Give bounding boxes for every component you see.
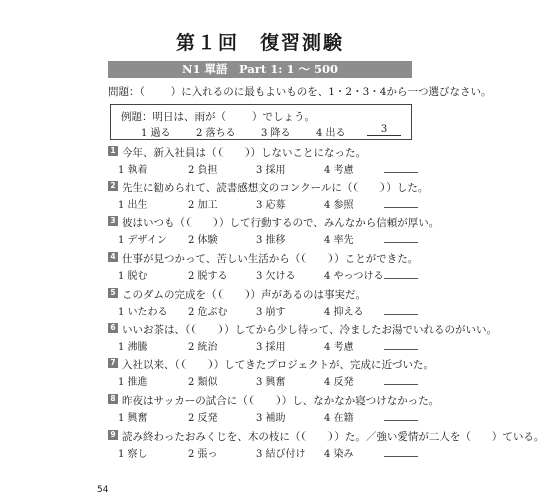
question	[108, 145, 408, 179]
choice-3: 3 補助	[256, 413, 286, 424]
question-text: このダムの完成を（ ）声があるのは事実だ。	[122, 289, 366, 301]
question-choices	[118, 445, 378, 460]
question-choices	[118, 338, 378, 353]
question-number: 4	[108, 252, 118, 262]
page-title: 第１回 復習測験	[175, 32, 344, 54]
choice-2: 2 体験	[188, 235, 218, 246]
choice-1: 1 デザイン	[118, 235, 167, 246]
question-text: 入社以来、（ ）してきたプロジェクトが、完成に近づいた。	[122, 359, 435, 371]
example-after: ）でしょう。	[252, 111, 315, 123]
question-choices	[118, 267, 384, 282]
question	[108, 357, 435, 391]
question-number: 3	[108, 216, 118, 226]
example-choices	[141, 124, 361, 139]
page-number: 54	[97, 485, 109, 495]
choice-4: 4 参照	[324, 200, 354, 211]
example-before: 例題：明日は、雨が（	[121, 111, 226, 123]
choice-3: 3 崩す	[256, 307, 286, 318]
example-box	[110, 104, 412, 140]
choice-2: 2 類似	[188, 377, 218, 388]
choice-3: 3 採用	[256, 165, 286, 176]
question-choices	[118, 409, 378, 424]
choice-3: 3 採用	[256, 342, 286, 353]
question	[108, 393, 440, 427]
question-number: 8	[108, 394, 118, 404]
choice-1: 1 興奮	[118, 413, 148, 424]
choice-2: 2 脱する	[188, 271, 228, 282]
instruction-prefix: 問題：（	[108, 86, 145, 98]
choice-3: 3 応募	[256, 200, 286, 211]
example-answer: 3	[367, 124, 401, 136]
choice-3: 3 推移	[256, 235, 286, 246]
question-choices	[118, 161, 378, 176]
question-number: 7	[108, 358, 118, 368]
question	[108, 215, 440, 249]
choice-2: 2 統治	[188, 342, 218, 353]
question-text: 今年、新入社員は（ ）しないことになった。	[122, 147, 366, 159]
choice-4: 4 反発	[324, 377, 354, 388]
answer-line[interactable]	[384, 384, 418, 385]
example-choice-2: 2 落ちる	[196, 128, 236, 139]
question-text: 彼はいつも（ ）して行動するので、みんなから信頼が厚い。	[122, 217, 440, 229]
choice-1: 1 出生	[118, 200, 148, 211]
choice-1: 1 察し	[118, 449, 148, 460]
choice-2: 2 加工	[188, 200, 218, 211]
question-text: いいお茶は、（ ）してから少し待って、冷ましたお湯でいれるのがいい。	[122, 324, 498, 336]
answer-line[interactable]	[384, 172, 418, 173]
section-header: N1 單語 Part 1: 1 〜 500	[108, 61, 412, 78]
question-number: 9	[108, 430, 118, 440]
question-choices	[118, 303, 378, 318]
question-number: 6	[108, 323, 118, 333]
answer-line[interactable]	[384, 314, 418, 315]
choice-4: 4 率先	[324, 235, 354, 246]
question	[108, 251, 419, 285]
question-number: 1	[108, 146, 118, 156]
choice-1: 1 沸騰	[118, 342, 148, 353]
choice-3: 3 結び付け	[256, 449, 306, 460]
choice-1: 1 推進	[118, 377, 148, 388]
example-choice-4: 4 出る	[316, 128, 346, 139]
choice-1: 1 執着	[118, 165, 148, 176]
choice-4: 4 染み	[324, 449, 354, 460]
question-text: 仕事が見つかって、苦しい生活から（ ）ことができた。	[122, 253, 419, 265]
choice-2: 2 反発	[188, 413, 218, 424]
answer-line[interactable]	[384, 207, 418, 208]
example-choice-3: 3 降る	[261, 128, 291, 139]
instruction	[108, 85, 492, 100]
question-text: 先生に勧められて、読書感想文のコンクールに（ ）した。	[122, 182, 429, 194]
choice-4: 4 抑える	[324, 307, 364, 318]
question	[108, 287, 408, 321]
choice-3: 3 欠ける	[256, 271, 296, 282]
choice-2: 2 危ぶむ	[188, 307, 228, 318]
answer-line[interactable]	[384, 420, 418, 421]
choice-4: 4 考慮	[324, 342, 354, 353]
answer-line[interactable]	[384, 349, 418, 350]
answer-line[interactable]	[384, 242, 418, 243]
choice-2: 2 負担	[188, 165, 218, 176]
question	[108, 180, 429, 214]
question-choices	[118, 373, 378, 388]
question-number: 2	[108, 181, 118, 191]
example-sentence	[121, 109, 315, 124]
choice-4: 4 考慮	[324, 165, 354, 176]
answer-line[interactable]	[384, 278, 418, 279]
example-choice-1: 1 過る	[141, 128, 171, 139]
question-text: 読み終わったおみくじを、木の枝に（ ）た。／強い愛情が二人を（ ）ている。	[122, 431, 544, 443]
instruction-suffix: ）に入れるのに最もよいものを、1・2・3・4から一つ選びなさい。	[170, 86, 492, 98]
question	[108, 429, 544, 463]
question-text: 昨夜はサッカーの試合に（ ）し、なかなか寝つけなかった。	[122, 395, 440, 407]
question-choices	[118, 231, 378, 246]
choice-2: 2 張っ	[188, 449, 218, 460]
question-choices	[118, 196, 378, 211]
question	[108, 322, 498, 356]
choice-4: 4 在籍	[324, 413, 354, 424]
choice-1: 1 いたわる	[118, 307, 168, 318]
question-number: 5	[108, 288, 118, 298]
choice-1: 1 脱む	[118, 271, 148, 282]
choice-3: 3 興奮	[256, 377, 286, 388]
answer-line[interactable]	[384, 456, 418, 457]
choice-4: 4 やっつける	[324, 271, 384, 282]
